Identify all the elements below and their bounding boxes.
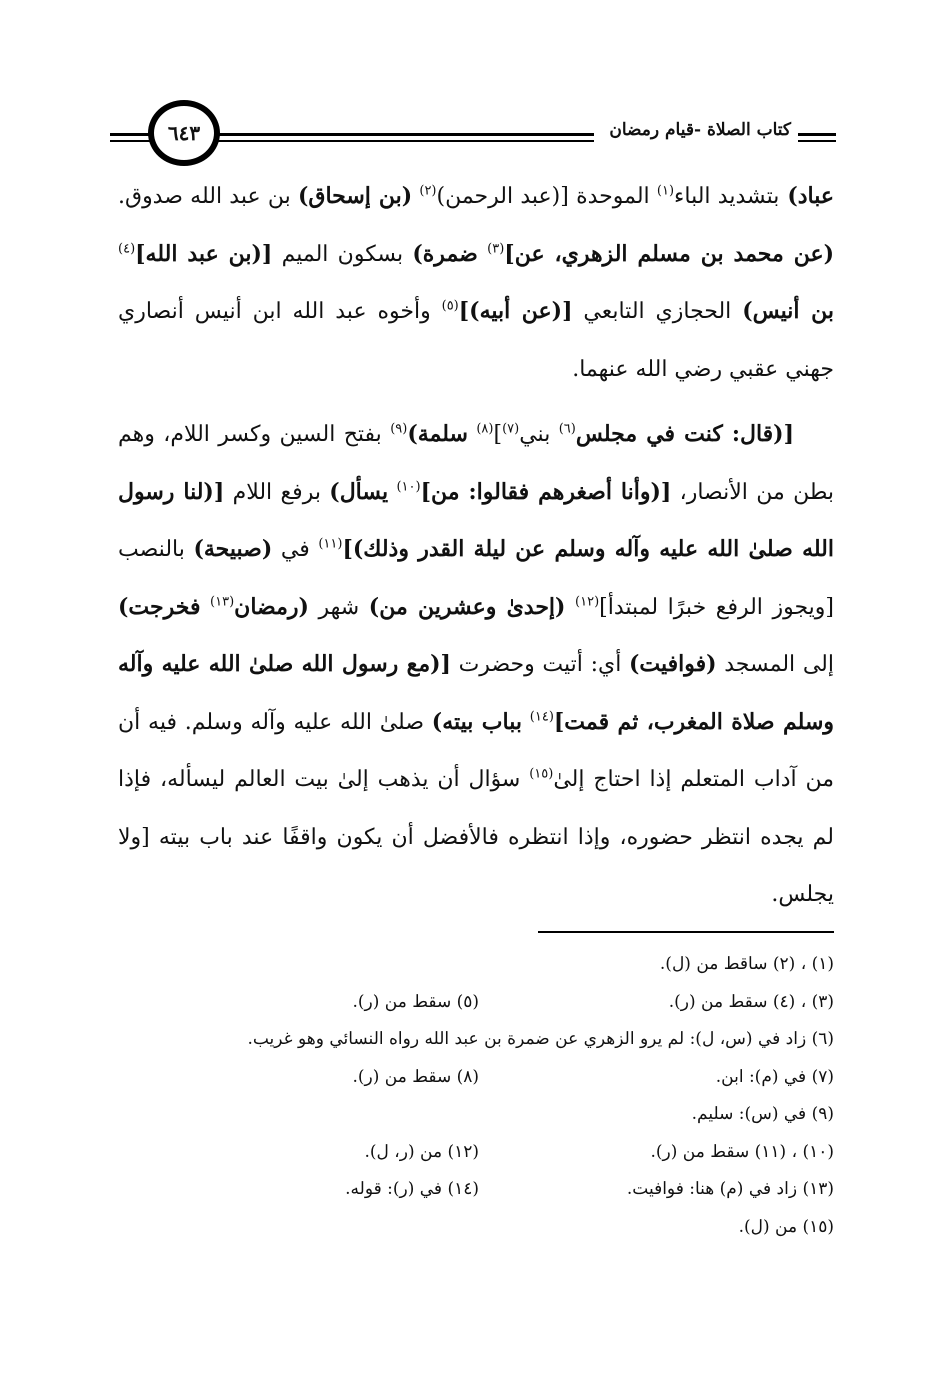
- footnote: (٦) زاد في (س، ل): لم يرو الزهري عن ضمرة بن عبد الله رواه النسائي وهو غريب.: [247, 1029, 834, 1049]
- text-run: شهر: [308, 594, 369, 620]
- footnote: (١٤) في (ر): قوله.: [345, 1179, 479, 1199]
- footnote: (٩) في (س): سليم.: [691, 1104, 834, 1124]
- text-run: [522, 710, 530, 735]
- footnote-marker: (١١): [318, 536, 343, 552]
- footnote-marker: (٤): [118, 241, 136, 257]
- running-title: كتاب الصلاة -قيام رمضان: [609, 120, 791, 140]
- footnote-marker: (٨): [476, 421, 494, 437]
- page-header: [110, 92, 836, 172]
- footnote-row: [110, 1134, 834, 1172]
- bold-text: [(مع رسول الله صلىٰ الله عليه وآله وسلم صلاة المغرب، ثم قمت]: [118, 651, 835, 735]
- footnote-row: [110, 1059, 834, 1097]
- text-run: في: [272, 537, 319, 562]
- text-run: بفتح السين وكسر اللام، وهم بطن من الأنصار،: [118, 422, 835, 505]
- bold-text: (إحدىٰ وعشرين من): [368, 593, 566, 620]
- text-run: وأخوه عبد الله ابن أنيس أنصاري جهني عقبي رضي الله عنهما.: [118, 299, 834, 382]
- footnote-marker: (١٢): [575, 594, 600, 610]
- text-run: بالنصب [ويجوز الرفع خبرًا لمبتدأ]: [118, 537, 834, 620]
- footnote-marker: (٥): [441, 298, 459, 314]
- bold-text: [(عن أبيه)]: [458, 298, 573, 324]
- bold-text: (صبيحة): [193, 536, 273, 562]
- text-run: برفع اللام: [224, 479, 330, 505]
- footnote-marker: (٣): [487, 241, 505, 257]
- text-run: ]: [493, 422, 503, 447]
- footnote-marker: (١٥): [529, 766, 554, 782]
- footnote-marker: (٩): [390, 421, 408, 437]
- footnote: (٣) ، (٤) سقط من (ر).: [668, 991, 834, 1012]
- header-rule: [110, 133, 150, 136]
- bold-text: ضمرة): [412, 240, 478, 267]
- header-rule: [218, 140, 594, 142]
- footnote: (١٠) ، (١١) سقط من (ر).: [650, 1141, 834, 1162]
- footnote-marker: (٧): [502, 421, 520, 437]
- footnote: (٥) سقط من (ر).: [352, 991, 479, 1012]
- header-rule: [110, 140, 150, 142]
- text-run: بني: [519, 422, 559, 447]
- bold-text: [(وأنا أصغرهم فقالوا: من]: [420, 478, 672, 505]
- text-run: بتشديد الباء: [674, 184, 780, 209]
- footnote-marker: (١٤): [529, 709, 554, 725]
- paragraph: [118, 406, 834, 924]
- header-rule: [218, 133, 594, 136]
- text-run: الحجازي التابعي: [572, 299, 743, 324]
- bold-text: [(لنا رسول الله صلىٰ الله عليه وآله وسلم عن ليلة القدر وذلك)]: [118, 478, 834, 562]
- footnotes: [110, 946, 834, 1246]
- bold-text: [(قال: كنت في مجلس: [575, 421, 794, 447]
- footnote: (١) ، (٢) ساقط من (ل).: [659, 954, 834, 974]
- text-run: [565, 595, 575, 620]
- footnote-separator: [538, 931, 834, 933]
- footnote-row: [110, 1171, 834, 1209]
- footnote: (١٣) زاد في (م) هنا: فوافيت.: [626, 1179, 834, 1199]
- bold-text: فخرجت): [118, 593, 201, 620]
- footnote-marker: (١٣): [210, 594, 235, 610]
- bold-text: عباد): [779, 183, 834, 209]
- text-run: [200, 595, 210, 620]
- text-run: أي: أتيت وحضرت: [450, 652, 629, 677]
- footnote: (٨) سقط من (ر).: [352, 1066, 479, 1087]
- header-rule: [798, 133, 836, 136]
- text-run: إلى المسجد: [716, 652, 834, 677]
- footnote: (١٥) من (ل).: [738, 1216, 834, 1237]
- footnote: (٧) في (م): ابن.: [715, 1066, 834, 1087]
- main-text: [118, 168, 834, 924]
- footnote-marker: (٦): [558, 421, 576, 437]
- footnote-marker: (٢): [419, 183, 437, 199]
- text-run: صلىٰ الله عليه وآله وسلم. فيه أن من آداب المتعلم إذا احتاج إلىٰ: [118, 709, 834, 792]
- bold-text: يسأل): [329, 478, 389, 505]
- bold-text: (فوافيت): [629, 651, 717, 677]
- bold-text: بن أنيس): [742, 298, 834, 324]
- bold-text: (رمضان: [234, 593, 309, 620]
- text-run: [478, 242, 487, 267]
- text-run: بسكون الميم: [272, 241, 413, 267]
- page-number: ٦٤٣: [148, 100, 220, 166]
- bold-text: بباب بيته): [431, 708, 522, 735]
- bold-text: سلمة): [407, 421, 468, 447]
- header-rule: [798, 140, 836, 142]
- bold-text: (بن إسحاق): [297, 183, 413, 209]
- footnote-marker: (١٠): [396, 479, 421, 495]
- text-run: سؤال أن يذهب إلىٰ بيت العالم ليسأله، فإذا لم يجده انتظر حضوره، وإذا انتظره فالأفضل أن يكون واقفًا عند باب بيته [ولا يجلس.: [118, 767, 834, 907]
- footnote: (١٢) من (ر، ل).: [364, 1141, 479, 1162]
- bold-text: [(بن عبد الله]: [135, 240, 273, 267]
- bold-text: (عن محمد بن مسلم الزهري، عن]: [504, 240, 835, 267]
- text-run: بن عبد الله صدوق.: [118, 184, 298, 209]
- text-run: الموحدة [(عبد الرحمن): [436, 184, 657, 209]
- footnote-row: [110, 984, 834, 1022]
- paragraph: [118, 168, 834, 398]
- footnote-marker: (١): [656, 183, 675, 199]
